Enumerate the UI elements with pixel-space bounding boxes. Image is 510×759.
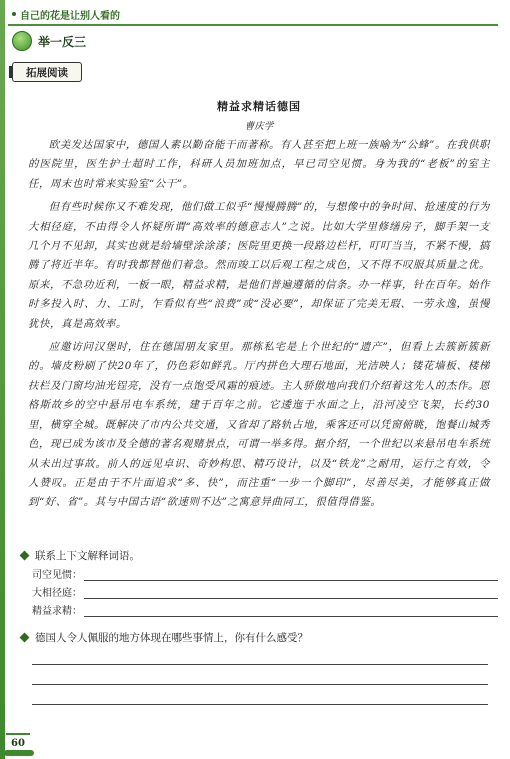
term-label: 司空见惯： bbox=[32, 570, 82, 581]
section-heading bbox=[12, 30, 86, 52]
question-2 bbox=[18, 630, 498, 705]
article bbox=[28, 98, 490, 513]
series-header bbox=[12, 6, 120, 22]
section-badge-icon bbox=[12, 31, 32, 51]
answer-rule[interactable] bbox=[84, 605, 498, 617]
article-paragraph-3: 应邀访问汉堡时，住在德国朋友家里。那栋私宅是上个世纪的“遗产”，但看上去簇新簇新的。墙皮粉刷了快20年了，仍色彩如鲜乳。厅内拼色大理石地面，光洁映人；镂花墙板、楼梯扶栏及门窗均油光锃亮，没有一点饱受风霜的痕迹。主人骄傲地向我们介绍着这先人的杰作。恩格斯故乡的空中悬吊电车系统，建于百年之前。它逶迤于水面之上，沿河凌空飞架，长约30里，横穿全城。既解决了市内公共交通，又省却了路轨占地，乘客还可以凭窗俯眺，饱餐山城秀色，现已成为该市及全德的著名观赌景点，可谓一举多得。据介绍，一个世纪以来悬吊电车系统从未出过事故。前人的远见卓识、奇妙构思、精巧设计，以及“铁龙”之耐用，运行之有效，令人赞叹。正是由于不片面追求“多、快”，而注重“一步一个脚印”，尽善尽美，才能够真正做到“好、省”。其与中国古语“欲速则不达”之寓意异曲同工，很值得借鉴。 bbox=[28, 341, 490, 509]
answer-line-2[interactable] bbox=[32, 665, 488, 685]
answer-line-term-3[interactable] bbox=[18, 599, 498, 617]
answer-line-term-1[interactable] bbox=[18, 563, 498, 581]
answer-line-3[interactable] bbox=[32, 685, 488, 705]
answer-rule[interactable] bbox=[84, 587, 498, 599]
series-title: 自己的花是让别人看的 bbox=[20, 10, 120, 22]
answer-line-1[interactable] bbox=[32, 645, 488, 665]
article-paragraph-2: 但有些时候你又不难发现，他们做工似乎“慢慢腾腾”的，与想像中的争时间、抢速度的行为大相径庭，不由得令人怀疑所谓“高效率的德意志人”之说。比如大学里修缮房子，脚手架一支几个月不见卸，其实也就是给墙壁涂涂漆；医院里更换一段路边栏杆，叮叮当当，不紧不慢，搞腾了将近半年。有时我都替他们着急。然而竣工以后观工程之成色，又不得不叹服其质量之优。原来，不急功近利，一板一眼，精益求精，是他们普遍遵循的信条。办一样事，针在百年。始作时多投入时、力、工时，乍看似有些“浪费”或“没必要”，却保证了完美无瑕、一劳永逸，虽慢犹快，真是高效率。 bbox=[28, 201, 490, 330]
answer-rule[interactable] bbox=[84, 569, 498, 581]
diamond-bullet-icon bbox=[20, 551, 30, 561]
term-label: 大相径庭： bbox=[32, 588, 82, 599]
question-1-title: 联系上下文解释词语。 bbox=[35, 550, 140, 562]
article-author: 曹庆学 bbox=[244, 121, 274, 132]
term-label: 精益求精： bbox=[32, 606, 82, 617]
section-title: 举一反三 bbox=[38, 34, 87, 49]
footer-decoration bbox=[4, 750, 34, 756]
diamond-bullet-icon bbox=[20, 633, 30, 643]
extended-reading-tag: 拓展阅读 bbox=[12, 62, 82, 82]
answer-line-term-2[interactable] bbox=[18, 581, 498, 599]
article-title: 精益求精话德国 bbox=[217, 100, 301, 113]
bullet-icon bbox=[12, 12, 16, 16]
left-accent-bar bbox=[0, 0, 5, 759]
question-2-title: 德国人令人佩服的地方体现在哪些事情上，你有什么感受？ bbox=[35, 632, 308, 644]
page-number: 60 bbox=[6, 733, 30, 751]
article-paragraph-1: 欧美发达国家中，德国人素以勤奋能干而著称。有人甚至把上班一族喻为“公蜂”。在我供职的医院里，医生护士超时工作，科研人员加班加点，早已司空见惯。身为我的“老板”的室主任，周末也时常来实验室“公干”。 bbox=[28, 139, 490, 190]
header-divider bbox=[8, 24, 498, 26]
question-1 bbox=[18, 548, 498, 617]
